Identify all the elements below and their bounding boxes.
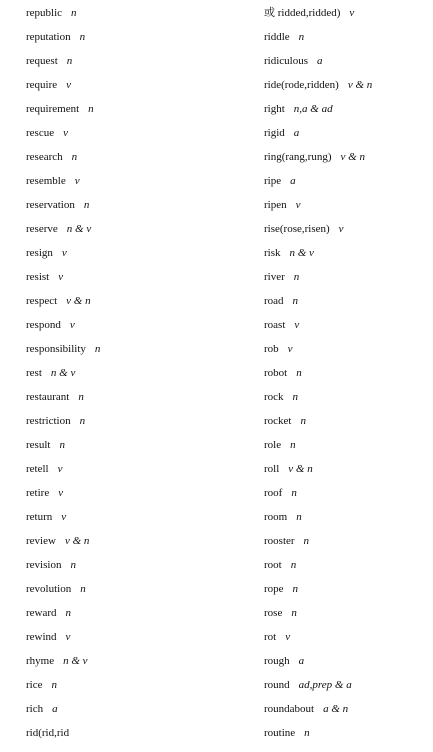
word-text: resist [26,271,50,283]
word-entry [264,293,429,317]
part-of-speech: n & v [66,223,92,235]
word-entry [264,557,429,581]
word-text: roundabout [264,703,315,715]
word-text: restaurant [26,391,70,403]
part-of-speech: n [79,31,86,43]
part-of-speech: n [296,367,302,379]
part-of-speech: a [293,127,300,139]
word-entry [26,269,236,293]
part-of-speech: n [94,343,101,355]
word-text: risk [264,247,281,259]
word-text: restriction [26,415,71,427]
word-text: rose [264,607,283,619]
part-of-speech: v [69,319,75,331]
word-text: rooster [264,535,295,547]
word-entry [264,173,429,197]
part-of-speech: ad,prep & a [298,679,352,691]
word-text: rescue [26,127,55,139]
part-of-speech: n [292,295,299,307]
part-of-speech: n [298,31,305,43]
word-text: ripen [264,199,287,211]
word-text: rough [264,655,290,667]
word-entry [26,557,236,581]
word-entry [264,389,429,413]
word-entry [26,653,236,677]
word-entry [264,197,429,221]
part-of-speech: n [300,415,306,427]
part-of-speech: n [70,559,76,571]
word-entry [26,125,236,149]
word-text: requirement [26,103,80,115]
word-entry [264,509,429,533]
word-entry [264,437,429,461]
word-text: resemble [26,175,66,187]
word-entry [26,701,236,725]
part-of-speech: n,a & ad [293,103,333,115]
word-entry [264,725,429,749]
word-entry [264,653,429,677]
word-entry [26,5,236,29]
word-entry [264,533,429,557]
word-text: retire [26,487,50,499]
part-of-speech: n [59,439,65,451]
part-of-speech: v & n [340,151,365,163]
word-entry [26,53,236,77]
part-of-speech: n [291,607,297,619]
word-entry [264,149,429,173]
word-entry [264,53,429,77]
word-text: request [26,55,58,67]
part-of-speech: n [292,583,299,595]
word-entry [26,413,236,437]
word-text: rid(rid,rid [26,727,70,739]
word-text: routine [264,727,296,739]
word-text: retell [26,463,49,475]
word-entry [264,605,429,629]
left-word-column [26,5,236,749]
part-of-speech: a [52,703,58,715]
part-of-speech: v [285,631,291,643]
part-of-speech: n [88,103,94,115]
part-of-speech: n [296,511,302,523]
part-of-speech: n [65,607,72,619]
part-of-speech: v [74,175,80,187]
word-entry [264,101,429,125]
word-entry [264,245,429,269]
part-of-speech: n [291,487,297,499]
part-of-speech: n [290,439,296,451]
part-of-speech: n [292,391,299,403]
word-text: rope [264,583,284,595]
part-of-speech: n [79,415,86,427]
part-of-speech: v [65,631,71,643]
part-of-speech: v [349,7,355,19]
part-of-speech: a & n [323,703,349,715]
part-of-speech: v [66,79,72,91]
part-of-speech: n & v [289,247,314,259]
word-entry [26,101,236,125]
word-entry [26,725,236,749]
part-of-speech: n [66,55,73,67]
part-of-speech: v [63,127,68,139]
word-text: revolution [26,583,72,595]
word-entry [26,581,236,605]
part-of-speech: n [83,199,90,211]
part-of-speech: v & n [64,535,90,547]
part-of-speech: n [71,7,77,19]
word-entry [264,485,429,509]
word-text: reputation [26,31,71,43]
part-of-speech: a [290,175,296,187]
word-entry [26,605,236,629]
word-entry [264,581,429,605]
part-of-speech: v [61,511,67,523]
word-entry [264,677,429,701]
part-of-speech: v & n [288,463,313,475]
word-text: reward [26,607,57,619]
word-text: rice [26,679,43,691]
word-text: reserve [26,223,58,235]
part-of-speech: a [317,55,323,67]
word-entry [26,509,236,533]
part-of-speech: v [58,487,64,499]
word-text: rob [264,343,279,355]
word-text: responsibility [26,343,86,355]
word-text: round [264,679,290,691]
word-text: rigid [264,127,285,139]
word-entry [264,77,429,101]
part-of-speech: n [303,535,310,547]
word-entry [26,365,236,389]
word-text: review [26,535,56,547]
word-text: ripe [264,175,282,187]
word-text: resign [26,247,53,259]
word-text: rocket [264,415,292,427]
word-entry [26,533,236,557]
word-text: robot [264,367,288,379]
word-text: return [26,511,53,523]
word-entry [26,149,236,173]
word-text: rewind [26,631,57,643]
word-entry [26,341,236,365]
part-of-speech: v [58,271,64,283]
word-text: roof [264,487,283,499]
word-text: root [264,559,282,571]
part-of-speech: n [80,583,86,595]
right-word-column [264,5,429,749]
word-text: roast [264,319,286,331]
word-text: revision [26,559,62,571]
word-entry [264,461,429,485]
word-entry [26,245,236,269]
word-entry [26,629,236,653]
word-text: respond [26,319,61,331]
word-text: roll [264,463,280,475]
part-of-speech: n [304,727,310,739]
word-text: rhyme [26,655,55,667]
part-of-speech: n [293,271,300,283]
word-entry [264,413,429,437]
part-of-speech: n [78,391,84,403]
word-text: 或 ridded,ridded) [264,7,341,19]
word-entry [26,437,236,461]
part-of-speech: v [287,343,293,355]
word-entry [26,677,236,701]
word-entry [264,317,429,341]
word-entry [26,461,236,485]
word-entry [26,197,236,221]
part-of-speech: n [290,559,297,571]
word-entry [26,485,236,509]
word-entry [26,29,236,53]
word-text: ride(rode,ridden) [264,79,339,91]
word-text: room [264,511,288,523]
part-of-speech: n [71,151,78,163]
word-text: reservation [26,199,75,211]
word-entry [264,5,429,29]
word-text: research [26,151,63,163]
word-text: rock [264,391,284,403]
part-of-speech: n [51,679,57,691]
part-of-speech: v [61,247,67,259]
part-of-speech: v [338,223,344,235]
word-text: rot [264,631,277,643]
word-text: ridiculous [264,55,308,67]
word-text: republic [26,7,63,19]
word-entry [26,173,236,197]
word-entry [26,317,236,341]
word-text: riddle [264,31,290,43]
word-entry [264,125,429,149]
word-entry [264,365,429,389]
word-text: result [26,439,51,451]
word-text: rich [26,703,44,715]
word-text: require [26,79,58,91]
part-of-speech: v & n [66,295,91,307]
word-entry [26,77,236,101]
word-entry [26,221,236,245]
word-entry [26,293,236,317]
word-text: road [264,295,284,307]
word-entry [264,629,429,653]
word-text: role [264,439,282,451]
part-of-speech: a [298,655,305,667]
part-of-speech: n & v [63,655,88,667]
word-entry [26,389,236,413]
word-entry [264,341,429,365]
word-entry [264,29,429,53]
word-entry [264,269,429,293]
word-text: right [264,103,285,115]
word-text: river [264,271,285,283]
part-of-speech: n & v [50,367,76,379]
part-of-speech: v [57,463,63,475]
part-of-speech: v [294,319,300,331]
part-of-speech: v [295,199,301,211]
word-text: rest [26,367,42,379]
word-entry [264,221,429,245]
word-text: rise(rose,risen) [264,223,330,235]
part-of-speech: v & n [347,79,373,91]
word-entry [264,701,429,725]
word-text: respect [26,295,58,307]
word-text: ring(rang,rung) [264,151,332,163]
